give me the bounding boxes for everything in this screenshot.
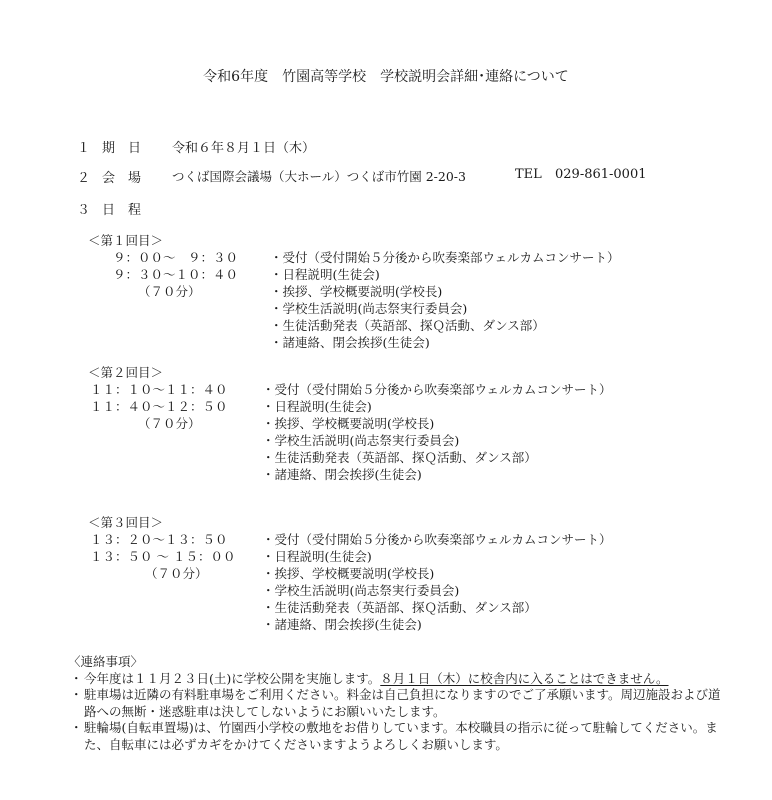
- section-schedule: [77, 199, 377, 217]
- section-number: ２: [77, 171, 91, 186]
- list-item: ・ 受付（受付開始５分後から吹奏楽部ウェルカムコンサート）: [262, 381, 612, 398]
- date-value: 令和６年８月１日（木）: [172, 141, 316, 156]
- tel-label: TEL: [515, 167, 542, 182]
- note-underlined-text: ８月１日（木）に校舎内に入ることはできません。: [380, 670, 669, 686]
- note-item: [72, 671, 722, 688]
- session-duration: （７０分）: [145, 566, 208, 581]
- session-1: [0, 232, 772, 352]
- note-item: ・ 駐輪場(自転車置場)は、竹園西小学校の敷地をお借りしています。本校職員の指示に従って駐輪してください。また、自転車には必ずカギをかけてくださいますようよろしくお願いします。: [72, 720, 722, 753]
- page-title: 令和6年度 竹園高等学校 学校説明会詳細･連絡について: [203, 69, 569, 85]
- list-item: ・ 挨拶、学校概要説明(学校長): [270, 283, 620, 300]
- list-item: ・ 挨拶、学校概要説明(学校長): [262, 565, 612, 582]
- session-heading: ＜第３回目＞: [88, 515, 164, 530]
- session-time-main: １１：４０～１２：５０: [90, 399, 228, 414]
- list-item: ・ 学校生活説明(尚志祭実行委員会): [262, 432, 612, 449]
- section-number: １: [77, 141, 91, 156]
- session-heading: ＜第１回目＞: [88, 233, 164, 248]
- list-item: ・ 諸連絡、閉会挨拶(生徒会): [270, 334, 620, 351]
- list-item: ・ 学校生活説明(尚志祭実行委員会): [270, 300, 620, 317]
- session-heading: ＜第２回目＞: [88, 365, 164, 380]
- section-venue: [77, 167, 697, 185]
- session-time-main: ９：３０～１０：４０: [113, 267, 239, 282]
- session-program-list: [262, 381, 612, 483]
- tel-value: 029-861-0001: [555, 167, 647, 182]
- notes-heading: 〈連絡事項〉: [68, 654, 144, 669]
- session-duration: （７０分）: [138, 416, 201, 431]
- section-label: 会 場: [102, 171, 142, 186]
- list-item: ・ 生徒活動発表（英語部、探Ｑ活動、ダンス部）: [270, 317, 620, 334]
- section-label: 期 日: [102, 141, 142, 156]
- session-2: [0, 364, 772, 484]
- list-item: ・ 諸連絡、閉会挨拶(生徒会): [262, 466, 612, 483]
- section-date: [77, 137, 677, 155]
- session-time-start: １１：１０～１１：４０: [90, 382, 228, 397]
- session-time-start: ９：００～ ９：３０: [113, 250, 239, 265]
- list-item: ・ 日程説明(生徒会): [262, 398, 612, 415]
- list-item: ・ 受付（受付開始５分後から吹奏楽部ウェルカムコンサート）: [262, 531, 612, 548]
- session-program-list: [270, 249, 620, 351]
- section-number: ３: [77, 203, 91, 218]
- list-item: ・ 挨拶、学校概要説明(学校長): [262, 415, 612, 432]
- section-label: 日 程: [102, 203, 142, 218]
- list-item: ・ 日程説明(生徒会): [270, 266, 620, 283]
- list-item: ・ 諸連絡、閉会挨拶(生徒会): [262, 616, 612, 633]
- session-time-start: １３：２０～１３：５０: [90, 532, 228, 547]
- list-item: ・ 生徒活動発表（英語部、探Ｑ活動、ダンス部）: [262, 599, 612, 616]
- session-program-list: [262, 531, 612, 633]
- list-item: ・ 生徒活動発表（英語部、探Ｑ活動、ダンス部）: [262, 449, 612, 466]
- list-item: ・ 日程説明(生徒会): [262, 548, 612, 565]
- session-duration: （７０分）: [138, 284, 201, 299]
- venue-value: つくば国際会議場（大ホール）つくば市竹園 2-20-3: [172, 169, 466, 184]
- note-item: ・ 駐車場は近隣の有料駐車場をご利用ください。料金は自己負担になりますのでご了承願います。周辺施設および道路への無断・迷惑駐車は決してしないようにお願いいたします。: [72, 687, 722, 720]
- list-item: ・ 学校生活説明(尚志祭実行委員会): [262, 582, 612, 599]
- session-3: [0, 514, 772, 634]
- note-text: 今年度は１１月２３日(土)に学校公開を実施します。: [84, 670, 381, 686]
- list-item: ・ 受付（受付開始５分後から吹奏楽部ウェルカムコンサート）: [270, 249, 620, 266]
- session-time-main: １３：５０ ～ １５：００: [90, 549, 236, 564]
- notes-section: [68, 654, 722, 753]
